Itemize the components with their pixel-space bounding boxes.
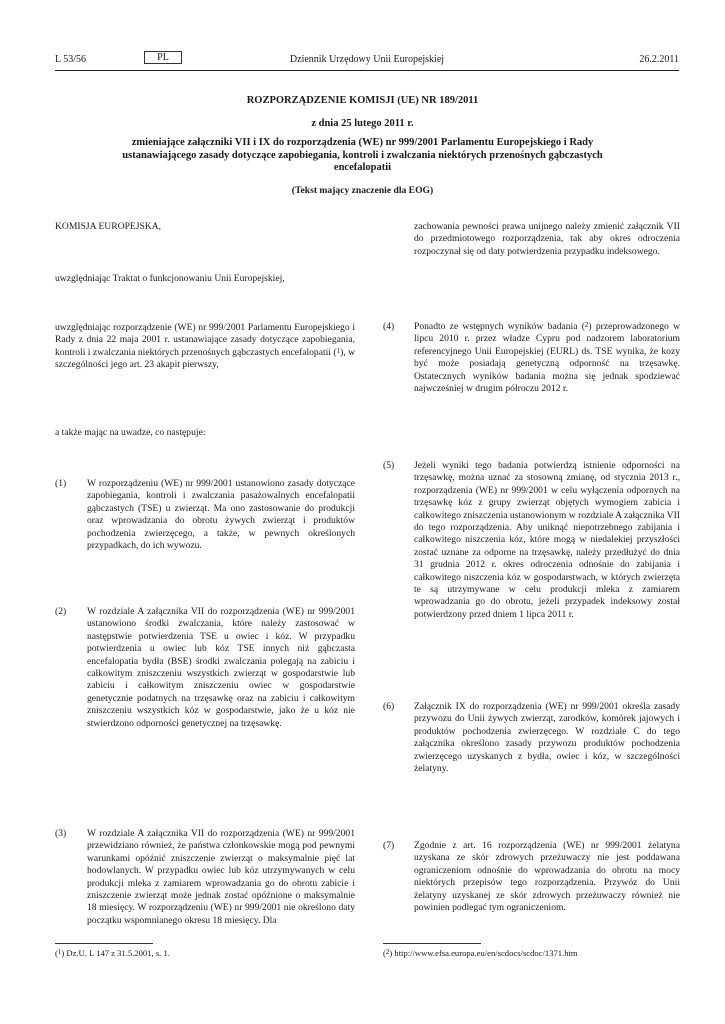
footnote-ref-1: 1 — [336, 346, 341, 355]
recital-number: (6) — [383, 701, 395, 712]
journal-title: Dziennik Urzędowy Unii Europejskiej — [289, 54, 445, 65]
recital-text: Załącznik IX do rozporządzenia (WE) nr 999/2001 określa zasady przywozu do Unii żywych zwierząt, zarodków, komórek jajowych i produktów pochodzenia zwierzęcego. W rozdziale C do tego załącznika określono zasady przywozu produktów pochodzenia zwierzęcego uzyskanych z bydła, owiec i kóz, w szczególności żelatyny. — [414, 701, 680, 775]
footnote-2: ($^2$) http://www.efsa.europa.eu/en/scdocs/scdoc/1371.htm — [383, 948, 578, 958]
regulation-subject: zmieniające załączniki VII i IX do rozporządzenia (WE) nr 999/2001 Parlamentu Europejskiego i Rady ustanawiającego zasady dotyczące zapobiegania, kontroli i zwalczania niektórych przenośnych gąbczastych encefalopatii — [122, 137, 603, 174]
publication-date: 26.2.2011 — [639, 54, 679, 65]
footnote-ref-2: 2 — [584, 321, 589, 329]
left-column — [55, 0, 355, 1024]
page-reference: L 53/56 — [55, 54, 87, 65]
footnote-divider — [383, 943, 481, 944]
recital-regulation: uwzględniając rozporządzenie (WE) nr 999/2001 Parlamentu Europejskiego i Rady z dnia 22 maja 2001 r. ustanawiające zasady dotyczące zapobiegania, kontroli i zwalczania niektórych przenośnych gąbczastych encefalopatii ($^1$), w szczególności jego art. 23 akapit pierwszy, — [55, 322, 356, 371]
commission-line: KOMISJA EUROPEJSKA, — [55, 221, 162, 232]
recital-text: W rozdziale A załącznika VII do rozporządzenia (WE) nr 999/2001 przewidziano również, że państwa członkowskie mogą pod pewnymi warunkami opóźnić zniszczenie zwierząt o maksymalnie pięć lat hodowlanych. W przypadku owiec lub kóz utrzymywanych w celu produkcji mleka z zamiarem wprowadzania go do obrotu zabicie i zniszczenie zwierząt może jednak zostać opóźnione o maksymalnie 18 miesięcy. W rozporządzeniu (WE) nr 999/2001 nie określono daty początku wspomnianego okresu 18 miesięcy. Dla — [87, 828, 355, 926]
recital-text: Jeżeli wyniki tego badania potwierdzą istnienie odporności na trzęsawkę, można uznać za stosowną zmianę, od stycznia 2013 r., rozporządzenia (WE) nr 999/2001 w celu wyłączenia odpornych na trzęsawkę kóz z grupy zwierząt objętych wymogiem zabicia i całkowitego zniszczenia ustanowionym w rozdziale A załącznika VII do tego rozporządzenia. Aby uniknąć niepotrzebnego zabijania i całkowitego niszczenia kóz, które mogą w niedalekiej przyszłości zostać uznane za odporne na trzęsawkę, należy przedłużyć do dnia 31 grudnia 2012 r. okres odroczenia odnośnie do zabijania i całkowitego niszczenia kóz w gospodarstwach, w których zwierzęta te są utrzymywane w celu produkcji mleka z zamiarem wprowadzania go do obrotu, jeżeli przypadek indeksowy został potwierdzony przed dniem 1 lipca 2011 r. — [414, 460, 680, 620]
footnote-1: ($^1$) Dz.U. L 147 z 31.5.2001, s. 1. — [55, 948, 170, 958]
regulation-title: ROZPORZĄDZENIE KOMISJI (UE) NR 189/2011 — [246, 95, 479, 106]
recital-text: Ponadto ze wstępnych wyników badania ($^2$) przeprowadzonego w lipcu 2010 r. przez władze Cypru pod nadzorem laboratorium referencyjnego Unii Europejskiej (EURL) ds. TSE wynika, że kozy być może posiadają genetyczną odporność na trzęsawkę. Ostatecznych wyników badania można się jednak spodziewać najwcześniej w drugim półroczu 2012 r. — [414, 321, 680, 395]
recital-number: (7) — [383, 840, 395, 851]
recital-text: W rozporządzeniu (WE) nr 999/2001 ustanowiono zasady dotyczące zapobiegania, kontroli i zwalczania pasażowalnych encefalopatii gąbczastych (TSE) u zwierząt. Ma ono zastosowanie do produkcji oraz wprowadzania do obrotu żywych zwierząt i produktów pochodzenia zwierzęcego, a także, w pewnych określonych przypadkach, do ich wywozu. — [87, 478, 355, 552]
language-badge: PL — [144, 51, 182, 64]
recital-number: (3) — [55, 828, 67, 839]
right-column — [383, 0, 680, 1024]
recital-number: (4) — [383, 321, 395, 332]
recital-number: (2) — [55, 606, 67, 617]
eea-relevance: (Tekst mający znaczenie dla EOG) — [291, 185, 434, 196]
recital-number: (1) — [55, 478, 67, 489]
recital-text: W rozdziale A załącznika VII do rozporządzenia (WE) nr 999/2001 ustanowiono środki zwalczania, które należy zastosować w następstwie potwierdzenia TSE u owiec i kóz. W przypadku potwierdzenia u owiec lub kóz TSE innych niż gąbczasta encefalopatia bydła (BSE) środki zwalczania polegają na zabiciu i całkowitym zniszczeniu wszystkich zwierząt w gospodarstwie lub zabiciu i całkowitym zniszczeniu owiec w gospodarstwie genetycznie podatnych na trzęsawkę oraz na zabiciu i całkowitym zniszczeniu wszystkich kóz w gospodarstwie, jako że u kóz nie stwierdzono odporności genetycznej na trzęsawkę. — [87, 606, 355, 729]
footnote-divider — [55, 943, 153, 944]
recital-number: (5) — [383, 460, 395, 471]
recital-treaty: uwzględniając Traktat o funkcjonowaniu Unii Europejskiej, — [55, 273, 285, 284]
whereas-line: a także mając na uwadze, co następuje: — [55, 427, 206, 438]
recital-continuation: zachowania pewności prawa unijnego należy zmienić załącznik VII do przedmiotowego rozporządzenia, tak aby okres odroczenia rozpoczynał się od daty potwierdzenia przypadku indeksowego. — [414, 221, 680, 257]
regulation-date: z dnia 25 lutego 2011 r. — [311, 118, 414, 129]
recital-text: Zgodnie z art. 16 rozporządzenia (WE) nr 999/2001 żelatyna uzyskana ze skór zdrowych przeżuwaczy nie jest poddawana ograniczeniom odnośnie do wprowadzania do obrotu na mocy niektórych przepisów tego rozporządzenia. Przywóz do Unii żelatyny uzyskanej ze skór zdrowych przeżuwaczy również nie powinien podlegać tym ograniczeniom. — [414, 840, 680, 914]
